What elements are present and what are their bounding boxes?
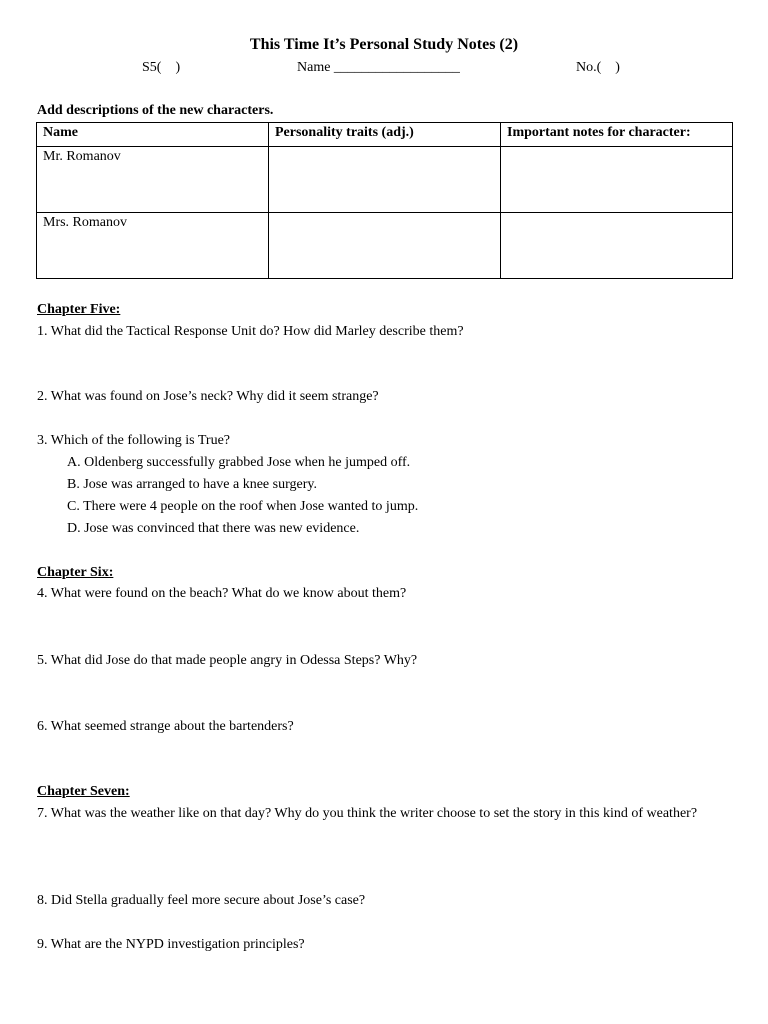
question-7: 7. What was the weather like on that day? Why do you think the writer choose to set the story in this kind of weather?	[37, 806, 698, 821]
question-3-option-a: A. Oldenberg successfully grabbed Jose when he jumped off.	[67, 455, 411, 470]
column-header-notes: Important notes for character:	[501, 123, 733, 147]
question-3-option-b: B. Jose was arranged to have a knee surgery.	[67, 477, 317, 492]
column-header-traits: Personality traits (adj.)	[269, 123, 501, 147]
character-name-cell: Mrs. Romanov	[37, 213, 269, 279]
question-3: 3. Which of the following is True?	[37, 433, 231, 448]
name-field: Name __________________	[297, 60, 460, 75]
chapter-seven-heading: Chapter Seven:	[37, 784, 130, 799]
table-row	[37, 213, 733, 279]
characters-instruction: Add descriptions of the new characters.	[37, 103, 274, 118]
question-1: 1. What did the Tactical Response Unit do? How did Marley describe them?	[37, 324, 464, 339]
question-6: 6. What seemed strange about the bartenders?	[37, 719, 294, 734]
table-row	[37, 147, 733, 213]
chapter-six-heading: Chapter Six:	[37, 565, 114, 580]
traits-cell	[269, 147, 501, 213]
number-field: No.( )	[576, 60, 620, 75]
page-title: This Time It’s Personal Study Notes (2)	[249, 36, 519, 53]
column-header-name: Name	[37, 123, 269, 147]
question-2: 2. What was found on Jose’s neck? Why did it seem strange?	[37, 389, 379, 404]
characters-table	[36, 122, 733, 279]
notes-cell	[501, 213, 733, 279]
question-8: 8. Did Stella gradually feel more secure about Jose’s case?	[37, 893, 366, 908]
question-5: 5. What did Jose do that made people angry in Odessa Steps? Why?	[37, 653, 418, 668]
character-name-cell: Mr. Romanov	[37, 147, 269, 213]
notes-cell	[501, 147, 733, 213]
question-9: 9. What are the NYPD investigation principles?	[37, 937, 305, 952]
question-3-option-c: C. There were 4 people on the roof when Jose wanted to jump.	[67, 499, 419, 514]
chapter-five-heading: Chapter Five:	[37, 302, 121, 317]
class-field: S5( )	[142, 60, 181, 75]
traits-cell	[269, 213, 501, 279]
question-4: 4. What were found on the beach? What do we know about them?	[37, 586, 407, 601]
table-header-row	[37, 123, 733, 147]
question-3-option-d: D. Jose was convinced that there was new evidence.	[67, 521, 360, 536]
